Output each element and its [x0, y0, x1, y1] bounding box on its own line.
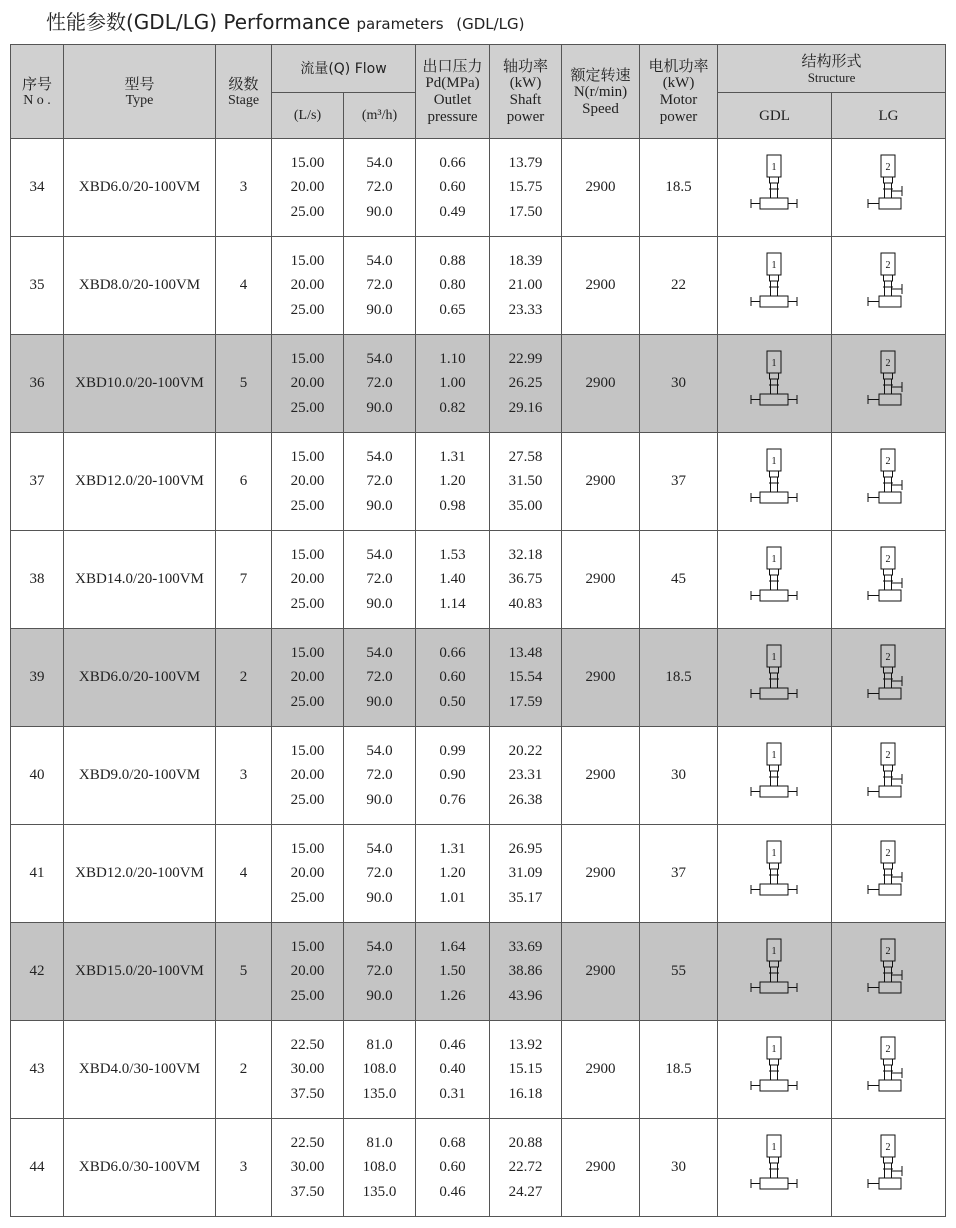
header-speed-unit: N(r/min): [573, 83, 628, 100]
header-structure-gdl: GDL: [718, 93, 832, 139]
table-body: [11, 139, 946, 1217]
cell-speed: 2900: [562, 1021, 640, 1119]
header-flow-label: 流量(Q) Flow: [300, 60, 387, 77]
cell-m3h: 54.0 72.0 90.0: [344, 237, 416, 335]
svg-text:1: 1: [771, 945, 777, 957]
header-stage-en: Stage: [227, 92, 260, 108]
cell-speed: 2900: [562, 825, 640, 923]
header-type-cn: 型号: [124, 74, 155, 93]
cell-shaft: 20.88 22.72 24.27: [490, 1119, 562, 1217]
header-pressure: [416, 45, 490, 139]
cell-motor: 30: [640, 727, 718, 825]
cell-no: 37: [11, 433, 64, 531]
svg-text:2: 2: [885, 1043, 891, 1055]
cell-no: 42: [11, 923, 64, 1021]
cell-speed: 2900: [562, 335, 640, 433]
cell-motor: 30: [640, 335, 718, 433]
cell-stage: 3: [216, 727, 272, 825]
cell-motor: 45: [640, 531, 718, 629]
cell-speed: 2900: [562, 433, 640, 531]
cell-lg-diagram: [832, 335, 946, 433]
header-structure-en: Structure: [807, 69, 856, 85]
lg-structure-icon: [864, 544, 914, 616]
svg-text:1: 1: [771, 847, 777, 859]
cell-speed: 2900: [562, 629, 640, 727]
header-pressure-en1: Outlet: [433, 92, 472, 108]
svg-text:2: 2: [885, 1141, 891, 1153]
cell-type: XBD6.0/20-100VM: [64, 139, 216, 237]
table-row: [11, 825, 946, 923]
cell-pd: 0.99 0.90 0.76: [416, 727, 490, 825]
lg-structure-icon: [864, 740, 914, 812]
svg-text:1: 1: [771, 1043, 777, 1055]
header-pressure-cn: 出口压力: [422, 57, 483, 75]
svg-text:1: 1: [771, 1141, 777, 1153]
cell-gdl-diagram: [718, 433, 832, 531]
page-title: [46, 6, 525, 35]
lg-structure-icon: [864, 250, 914, 322]
cell-pd: 0.88 0.80 0.65: [416, 237, 490, 335]
header-shaft: [490, 45, 562, 139]
cell-pd: 0.46 0.40 0.31: [416, 1021, 490, 1119]
header-pressure-en2: pressure: [427, 109, 478, 125]
cell-pd: 1.53 1.40 1.14: [416, 531, 490, 629]
cell-speed: 2900: [562, 139, 640, 237]
svg-text:2: 2: [885, 161, 891, 173]
cell-lg-diagram: [832, 727, 946, 825]
lg-structure-icon: [864, 348, 914, 420]
lg-structure-icon: [864, 152, 914, 224]
cell-motor: 18.5: [640, 1021, 718, 1119]
cell-pd: 0.66 0.60 0.49: [416, 139, 490, 237]
header-stage: [216, 45, 272, 139]
cell-speed: 2900: [562, 531, 640, 629]
cell-stage: 5: [216, 335, 272, 433]
table-row: [11, 629, 946, 727]
cell-pd: 1.31 1.20 1.01: [416, 825, 490, 923]
header-shaft-unit: (kW): [509, 75, 542, 91]
cell-no: 36: [11, 335, 64, 433]
cell-stage: 6: [216, 433, 272, 531]
cell-stage: 2: [216, 1021, 272, 1119]
cell-ls: 22.50 30.00 37.50: [272, 1119, 344, 1217]
gdl-structure-icon: [750, 348, 800, 420]
cell-m3h: 81.0 108.0 135.0: [344, 1119, 416, 1217]
cell-gdl-diagram: [718, 923, 832, 1021]
gdl-structure-icon: [750, 1132, 800, 1204]
table-row: [11, 1021, 946, 1119]
cell-gdl-diagram: [718, 629, 832, 727]
cell-m3h: 81.0 108.0 135.0: [344, 1021, 416, 1119]
cell-lg-diagram: [832, 531, 946, 629]
cell-motor: 37: [640, 433, 718, 531]
header-pressure-unit: Pd(MPa): [425, 75, 480, 91]
header-stage-cn: 级数: [228, 74, 259, 93]
cell-speed: 2900: [562, 1119, 640, 1217]
cell-gdl-diagram: [718, 139, 832, 237]
cell-type: XBD6.0/30-100VM: [64, 1119, 216, 1217]
cell-stage: 7: [216, 531, 272, 629]
gdl-structure-icon: [750, 446, 800, 518]
gdl-structure-icon: [750, 250, 800, 322]
cell-shaft: 13.92 15.15 16.18: [490, 1021, 562, 1119]
title-paren: (GDL/LG): [456, 15, 525, 33]
svg-text:1: 1: [771, 259, 777, 271]
cell-shaft: 13.48 15.54 17.59: [490, 629, 562, 727]
lg-structure-icon: [864, 446, 914, 518]
cell-motor: 18.5: [640, 629, 718, 727]
cell-no: 39: [11, 629, 64, 727]
cell-stage: 2: [216, 629, 272, 727]
cell-lg-diagram: [832, 237, 946, 335]
cell-stage: 4: [216, 825, 272, 923]
svg-text:2: 2: [885, 945, 891, 957]
cell-ls: 22.50 30.00 37.50: [272, 1021, 344, 1119]
cell-ls: 15.00 20.00 25.00: [272, 727, 344, 825]
svg-text:1: 1: [771, 357, 777, 369]
gdl-structure-icon: [750, 642, 800, 714]
table-row: [11, 139, 946, 237]
header-speed-en: Speed: [582, 100, 619, 117]
header-no-en: N o .: [23, 92, 51, 108]
cell-type: XBD12.0/20-100VM: [64, 433, 216, 531]
header-no: [11, 45, 64, 139]
cell-stage: 3: [216, 1119, 272, 1217]
header-flow-m3h: (m³/h): [344, 93, 416, 139]
cell-shaft: 22.99 26.25 29.16: [490, 335, 562, 433]
table-row: [11, 1119, 946, 1217]
header-motor-unit: (kW): [662, 75, 695, 91]
cell-type: XBD6.0/20-100VM: [64, 629, 216, 727]
cell-lg-diagram: [832, 825, 946, 923]
cell-shaft: 20.22 23.31 26.38: [490, 727, 562, 825]
gdl-structure-icon: [750, 740, 800, 812]
header-motor-en1: Motor: [659, 92, 698, 108]
cell-motor: 22: [640, 237, 718, 335]
cell-lg-diagram: [832, 1021, 946, 1119]
cell-shaft: 13.79 15.75 17.50: [490, 139, 562, 237]
header-type: [64, 45, 216, 139]
performance-table: [10, 44, 946, 1217]
header-motor-en2: power: [659, 109, 698, 125]
svg-text:2: 2: [885, 357, 891, 369]
header-motor-cn: 电机功率: [648, 57, 709, 75]
cell-m3h: 54.0 72.0 90.0: [344, 139, 416, 237]
cell-gdl-diagram: [718, 825, 832, 923]
header-motor: [640, 45, 718, 139]
header-type-en: Type: [125, 92, 154, 108]
lg-structure-icon: [864, 642, 914, 714]
cell-ls: 15.00 20.00 25.00: [272, 139, 344, 237]
cell-no: 34: [11, 139, 64, 237]
cell-gdl-diagram: [718, 1119, 832, 1217]
header-structure-cn: 结构形式: [801, 51, 862, 70]
header-structure: [718, 45, 946, 93]
gdl-structure-icon: [750, 1034, 800, 1106]
cell-pd: 1.31 1.20 0.98: [416, 433, 490, 531]
cell-m3h: 54.0 72.0 90.0: [344, 335, 416, 433]
svg-text:2: 2: [885, 651, 891, 663]
table-row: [11, 433, 946, 531]
cell-type: XBD12.0/20-100VM: [64, 825, 216, 923]
cell-ls: 15.00 20.00 25.00: [272, 335, 344, 433]
lg-structure-icon: [864, 1132, 914, 1204]
gdl-structure-icon: [750, 838, 800, 910]
table-row: [11, 923, 946, 1021]
svg-text:1: 1: [771, 553, 777, 565]
cell-shaft: 27.58 31.50 35.00: [490, 433, 562, 531]
cell-no: 41: [11, 825, 64, 923]
cell-stage: 3: [216, 139, 272, 237]
cell-ls: 15.00 20.00 25.00: [272, 433, 344, 531]
cell-ls: 15.00 20.00 25.00: [272, 825, 344, 923]
gdl-structure-icon: [750, 936, 800, 1008]
cell-pd: 1.64 1.50 1.26: [416, 923, 490, 1021]
cell-pd: 0.68 0.60 0.46: [416, 1119, 490, 1217]
cell-shaft: 26.95 31.09 35.17: [490, 825, 562, 923]
cell-lg-diagram: [832, 1119, 946, 1217]
title-en-sub: parameters: [356, 15, 444, 33]
cell-stage: 4: [216, 237, 272, 335]
table-row: [11, 335, 946, 433]
cell-shaft: 33.69 38.86 43.96: [490, 923, 562, 1021]
lg-structure-icon: [864, 936, 914, 1008]
cell-type: XBD14.0/20-100VM: [64, 531, 216, 629]
table-row: [11, 531, 946, 629]
cell-stage: 5: [216, 923, 272, 1021]
cell-motor: 55: [640, 923, 718, 1021]
table-row: [11, 237, 946, 335]
cell-gdl-diagram: [718, 1021, 832, 1119]
header-shaft-en1: Shaft: [509, 92, 542, 108]
lg-structure-icon: [864, 838, 914, 910]
cell-pd: 0.66 0.60 0.50: [416, 629, 490, 727]
svg-text:1: 1: [771, 161, 777, 173]
cell-speed: 2900: [562, 923, 640, 1021]
cell-lg-diagram: [832, 433, 946, 531]
cell-type: XBD4.0/30-100VM: [64, 1021, 216, 1119]
cell-gdl-diagram: [718, 531, 832, 629]
cell-m3h: 54.0 72.0 90.0: [344, 825, 416, 923]
cell-no: 40: [11, 727, 64, 825]
cell-m3h: 54.0 72.0 90.0: [344, 727, 416, 825]
cell-m3h: 54.0 72.0 90.0: [344, 923, 416, 1021]
cell-motor: 18.5: [640, 139, 718, 237]
svg-text:2: 2: [885, 259, 891, 271]
cell-motor: 37: [640, 825, 718, 923]
cell-m3h: 54.0 72.0 90.0: [344, 433, 416, 531]
table-row: [11, 727, 946, 825]
cell-motor: 30: [640, 1119, 718, 1217]
cell-no: 44: [11, 1119, 64, 1217]
svg-text:2: 2: [885, 749, 891, 761]
header-no-cn: 序号: [21, 74, 52, 93]
cell-type: XBD15.0/20-100VM: [64, 923, 216, 1021]
cell-type: XBD9.0/20-100VM: [64, 727, 216, 825]
header-shaft-en2: power: [506, 109, 545, 125]
cell-type: XBD10.0/20-100VM: [64, 335, 216, 433]
svg-text:1: 1: [771, 651, 777, 663]
cell-gdl-diagram: [718, 237, 832, 335]
cell-lg-diagram: [832, 923, 946, 1021]
cell-pd: 1.10 1.00 0.82: [416, 335, 490, 433]
header-speed: [562, 45, 640, 139]
cell-m3h: 54.0 72.0 90.0: [344, 531, 416, 629]
cell-no: 35: [11, 237, 64, 335]
cell-ls: 15.00 20.00 25.00: [272, 629, 344, 727]
svg-text:1: 1: [771, 455, 777, 467]
header-shaft-cn: 轴功率: [503, 57, 549, 75]
cell-ls: 15.00 20.00 25.00: [272, 237, 344, 335]
svg-text:1: 1: [771, 749, 777, 761]
cell-speed: 2900: [562, 237, 640, 335]
svg-text:2: 2: [885, 553, 891, 565]
cell-lg-diagram: [832, 139, 946, 237]
cell-type: XBD8.0/20-100VM: [64, 237, 216, 335]
title-en-main: Performance: [223, 10, 351, 34]
cell-m3h: 54.0 72.0 90.0: [344, 629, 416, 727]
title-cn: 性能参数(GDL/LG): [46, 10, 218, 34]
svg-text:2: 2: [885, 455, 891, 467]
cell-shaft: 18.39 21.00 23.33: [490, 237, 562, 335]
lg-structure-icon: [864, 1034, 914, 1106]
cell-ls: 15.00 20.00 25.00: [272, 531, 344, 629]
cell-gdl-diagram: [718, 727, 832, 825]
cell-speed: 2900: [562, 727, 640, 825]
gdl-structure-icon: [750, 544, 800, 616]
header-flow-ls: (L/s): [272, 93, 344, 139]
cell-no: 43: [11, 1021, 64, 1119]
cell-shaft: 32.18 36.75 40.83: [490, 531, 562, 629]
cell-no: 38: [11, 531, 64, 629]
cell-lg-diagram: [832, 629, 946, 727]
header-structure-lg: LG: [832, 93, 946, 139]
svg-text:2: 2: [885, 847, 891, 859]
cell-ls: 15.00 20.00 25.00: [272, 923, 344, 1021]
header-flow: [272, 45, 416, 93]
header-speed-cn: 额定转速: [570, 65, 631, 84]
gdl-structure-icon: [750, 152, 800, 224]
cell-gdl-diagram: [718, 335, 832, 433]
